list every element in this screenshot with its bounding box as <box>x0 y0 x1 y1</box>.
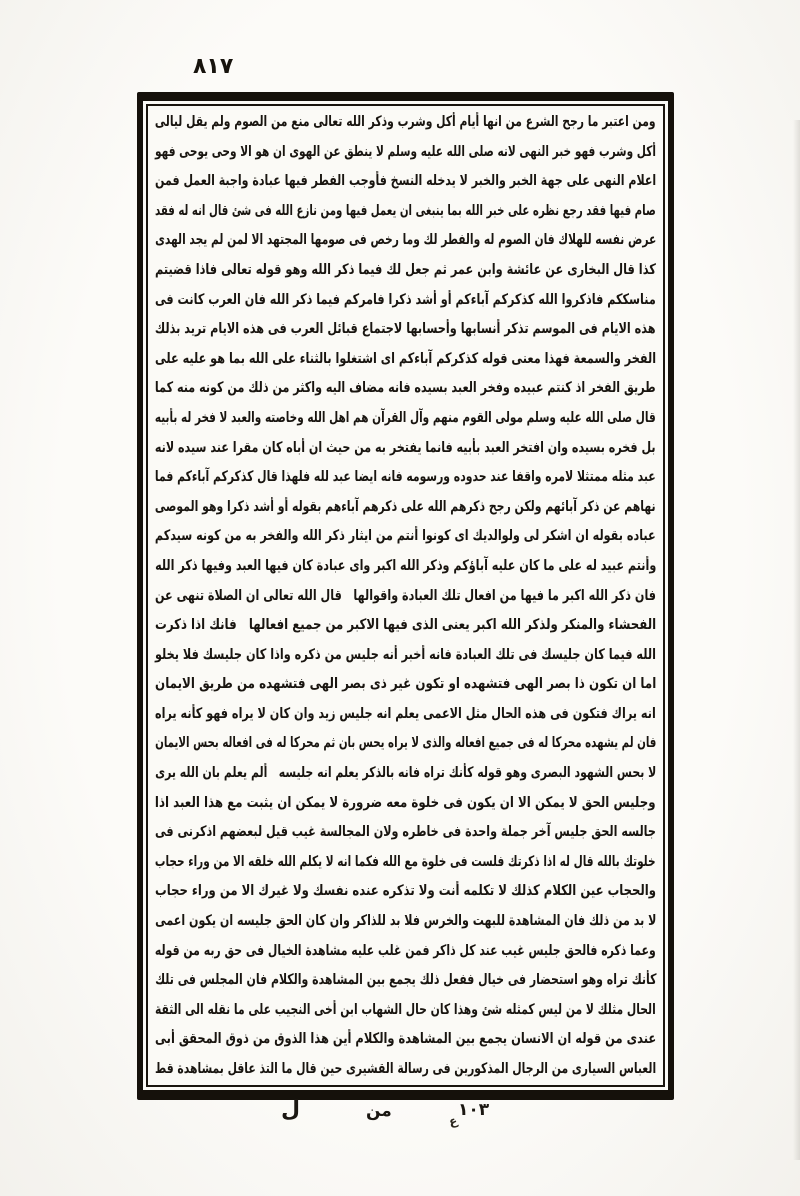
text-line: عندى من قوله ان الانسان يجمع بين المشاهدة والكلام أين هذا الذوق من ذوق المحقق أبى <box>154 1031 656 1048</box>
text-line: بل فخره بسيده وان افتخر العبد بأبيه فانما يفتخر به من حيث ان أباه كان مقرا عند سيده لانه <box>155 439 656 456</box>
catchword-left: ل <box>281 1097 301 1122</box>
text-line: عرض نفسه للهلاك فان الصوم له والفطر لك وما رخص فى صومها المجتهد الا لمن لم يجد الهدى <box>154 232 656 249</box>
text-line: وجليس الحق لا يمكن الا ان يكون فى خلوة معه ضرورة لا يمكن ان يثبت مع هذا العبد اذا <box>155 794 656 811</box>
text-line: مناسككم فاذكروا الله كذكركم آباءكم أو أشد ذكرا فامركم فيما ذكر الله فان العرب كانت فى <box>155 291 656 308</box>
text-line: والحجاب عين الكلام كذلك لا تكلمه أنت ولا تذكره عنده نفسك ولا غيرك الا من وراء حجاب <box>154 883 656 900</box>
page-number: ٨١٧ <box>193 54 234 79</box>
text-line: فان ذكر الله اكبر ما فيها من افعال تلك العبادة واقوالها قال الله تعالى ان الصلاة تنهى عن <box>155 587 656 604</box>
text-line: الحال مثلك لا من ليس كمثله شئ وهذا كان حال الشهاب ابن أخى النجيب على ما نقله الى الثقة <box>155 1001 656 1018</box>
text-line: العباس السيارى من الرجال المذكورين فى رسالة القشيرى حين قال ما التذ عاقل بمشاهدة قط <box>154 1061 656 1077</box>
text-line: طريق الفخر اذ كنتم عبيده وفخر العبد بسيده فانه مضاف اليه واكثر من ذلك من كونه منه كما <box>155 380 656 397</box>
text-line: كأنك تراه وهو استحضار فى خيال ففعل ذلك يجمع بين المشاهدة والكلام فان المجلس فى تلك <box>154 972 656 989</box>
text-line: الفحشاء والمنكر ولذكر الله اكبر يعنى الذى فيها الاكبر من جميع افعالها فانك اذا ذكرت <box>154 617 656 634</box>
text-line: جالسه الحق جليس آخر جملة واحدة فى خاطره ولان المجالسة غيب قيل لبعضهم اذكرنى فى <box>155 824 656 841</box>
text-line: عباده بقوله ان اشكر لى ولوالديك اى كونوا أنتم من ايثار ذكر الله والفخر به من كونه سيدكم <box>155 528 656 545</box>
text-line: الله فيما كان جليسك فى تلك العبادة فانه أخبر أنه جليس من ذكره واذا كان جليسك فلا يخلو <box>155 646 656 663</box>
text-frame-border <box>137 92 674 1100</box>
text-line: الفخر والسمعة فهذا معنى قوله كذكركم آباءكم اى اشتغلوا بالثناء على الله بما هو عليه على <box>154 350 656 367</box>
text-line: فان لم يشهده محركا له فى جميع افعاله والذى لا يراه يحس بان ثم محركا له فى افعاله بحس الايمان <box>154 735 656 752</box>
text-frame-inner-border <box>146 104 665 1087</box>
text-line: انه يراك فتكون فى هذه الحال مثل الاعمى يعلم انه جليس زيد وان كان لا يراه فهو كأنه يراه <box>155 705 656 722</box>
text-line: لا بحس الشهود البصرى وهو قوله كأنك تراه فانه بالذكر يعلم انه جليسه ألم يعلم بان الله يرى <box>154 765 656 782</box>
text-line: خلوتك بالله قال له اذا ذكرتك فلست فى خلوة مع الله فكما انه لا يكلم الله خلقه الا من وراء حجاب <box>155 853 656 870</box>
text-line: أكل وشرب فهو خبر النهى لانه صلى الله عليه وسلم لا ينطق عن الهوى ان هو الا وحى يوحى فهو <box>155 143 656 160</box>
body-text <box>155 108 656 1085</box>
text-line: هذه الايام فى الموسم تذكر أنسابها وأحسابها لاجتماع قبائل العرب فى هذه الايام تريد بذلك <box>155 321 656 338</box>
scan-edge-shadow <box>793 120 800 1160</box>
text-line: اما ان تكون ذا بصر الهى فتشهده او تكون غير ذى بصر الهى فتشهده من طريق الايمان <box>154 676 656 693</box>
text-line: كذا قال البخارى عن عائشة وابن عمر ثم جعل لك فيما ذكر الله وهو قوله تعالى فاذا قضيتم <box>155 261 656 278</box>
text-line: وعما ذكره فالحق جليس غيب عند كل ذاكر فمن غلب عليه مشاهدة الخيال فى حق ربه من قوله <box>155 942 656 959</box>
text-line: نهاهم عن ذكر آبائهم ولكن رجح ذكرهم الله على ذكرهم آباءهم بقوله أو أشد ذكرا وهو الموصى <box>155 498 656 515</box>
flourish-mark: ع <box>447 1113 459 1129</box>
quire-number: ١٠٣ <box>458 1100 490 1120</box>
text-line: لا بد من ذلك فان المشاهدة للبهت والخرس فلا بد للذاكر وان كان الحق جليسه ان يكون اعمى <box>154 913 656 930</box>
text-line: صام فيها فقد رجع نظره على خبر الله بما ينبغى ان يعمل فيها ومن نازع الله فى شئ قال انه له فقد <box>155 202 656 219</box>
text-line: ومن اعتبر ما رجح الشرع من انها أيام أكل وشرب وذكر الله تعالى منع من الصوم ولم يقل ليالى <box>155 114 656 130</box>
text-line: اعلام النهى على جهة الخبر والخبر لا يدخله النسخ فأوجب الفطر فيها عبادة واجبة العمل فمن <box>154 173 656 190</box>
catchword-middle: من <box>366 1101 392 1121</box>
text-line: وأنتم عبيد له على ما كان عليه آباؤكم وذكر الله اكبر واى عبادة كان فيها العبد وفيها ذكر الله <box>154 557 656 574</box>
text-line: قال صلى الله عليه وسلم مولى القوم منهم وآل القرآن هم اهل الله وخاصته والعبد لا فخر له بأبيه <box>155 409 656 426</box>
text-line: عبد مثله ممتثلا لامره واقفا عند حدوده ورسومه فانه ايضا عبد لله فلهذا قال كذكركم آباءكم فما <box>155 469 656 486</box>
